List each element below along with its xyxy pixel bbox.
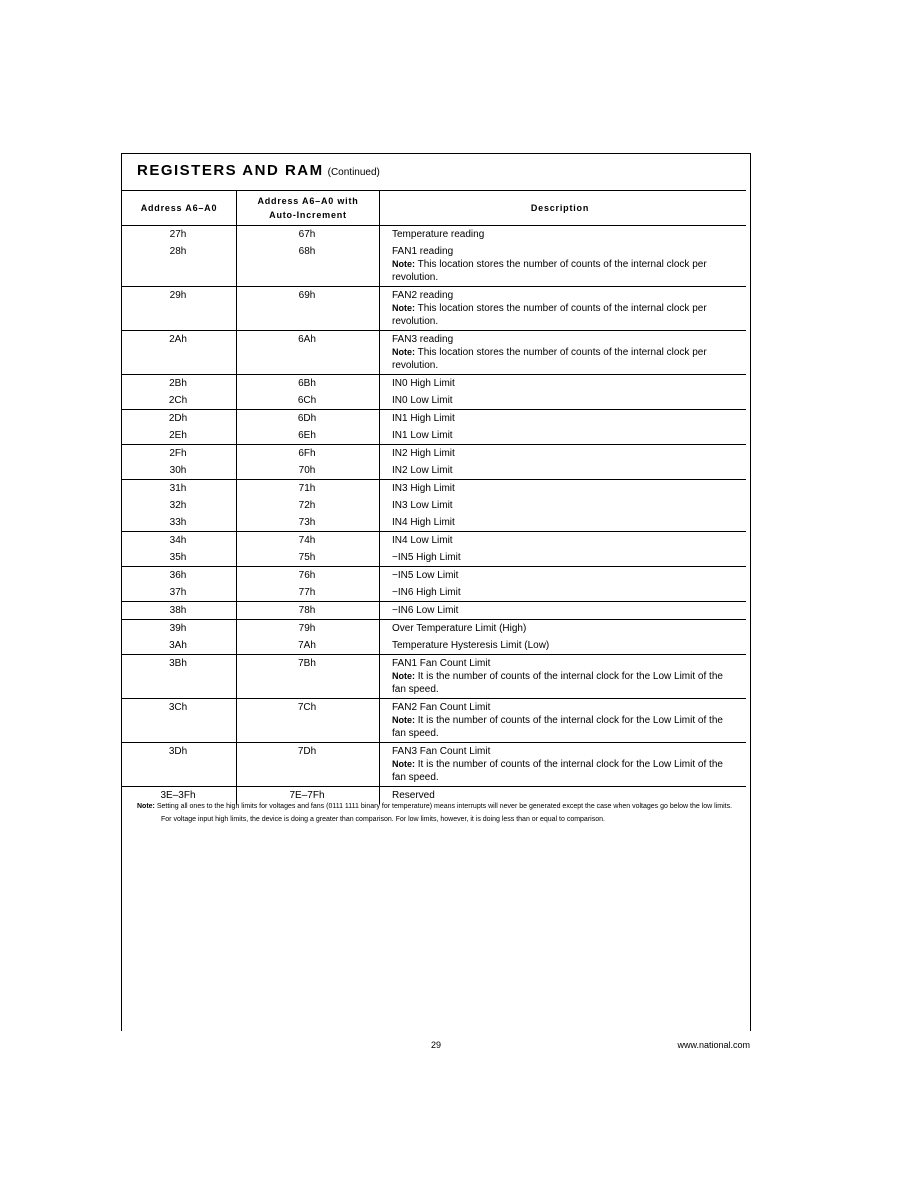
note-line-2: For voltage input high limits, the device is doing a greater than comparison. For low limits, however, it is doing less than or equal to comparison. [161, 816, 605, 823]
address-cell: 34h [122, 532, 237, 550]
description-cell [380, 620, 747, 638]
address-auto-cell: 70h [237, 462, 380, 480]
table-row [122, 445, 746, 463]
address-cell: 3Ch [122, 699, 237, 743]
description-text: FAN3 reading [392, 334, 454, 345]
table-row [122, 584, 746, 602]
address-cell: 3Ah [122, 637, 237, 655]
note-label: Note: [392, 759, 415, 769]
address-auto-cell: 6Dh [237, 410, 380, 428]
address-cell: 2Eh [122, 427, 237, 445]
table-header-row [122, 191, 746, 226]
table-row [122, 410, 746, 428]
description-text: FAN1 Fan Count Limit [392, 658, 491, 669]
description-note [392, 670, 728, 696]
address-cell: 2Ch [122, 392, 237, 410]
description-text: IN1 High Limit [392, 413, 455, 424]
description-text: −IN5 High Limit [392, 552, 461, 563]
description-cell [380, 497, 747, 514]
register-table [122, 190, 746, 804]
description-cell [380, 699, 747, 743]
description-text: Temperature Hysteresis Limit (Low) [392, 640, 550, 651]
note-text: It is the number of counts of the internal clock for the Low Limit of the fan speed. [392, 671, 723, 695]
address-auto-cell: 79h [237, 620, 380, 638]
page-number: 29 [431, 1040, 442, 1050]
note-label: Note: [392, 347, 415, 357]
description-cell [380, 480, 747, 498]
address-cell: 30h [122, 462, 237, 480]
description-cell [380, 331, 747, 375]
description-text: Over Temperature Limit (High) [392, 623, 527, 634]
address-auto-cell: 6Fh [237, 445, 380, 463]
table-row [122, 655, 746, 699]
note-text: It is the number of counts of the internal clock for the Low Limit of the fan speed. [392, 759, 723, 783]
description-note [392, 758, 728, 784]
address-cell: 32h [122, 497, 237, 514]
address-cell: 28h [122, 243, 237, 287]
table-row [122, 620, 746, 638]
address-auto-cell: 6Ah [237, 331, 380, 375]
address-cell: 2Bh [122, 375, 237, 393]
note-line-1 [137, 802, 745, 812]
description-cell [380, 287, 747, 331]
address-auto-cell: 7Ch [237, 699, 380, 743]
table-row [122, 602, 746, 620]
description-note [392, 258, 728, 284]
table-notes [137, 802, 745, 828]
description-text: Reserved [392, 790, 435, 801]
description-cell [380, 532, 747, 550]
note-label: Note: [392, 715, 415, 725]
description-cell [380, 226, 747, 244]
description-text: FAN1 reading [392, 246, 454, 257]
address-cell: 31h [122, 480, 237, 498]
header-address: Address A6–A0 [122, 191, 237, 226]
description-text: IN2 High Limit [392, 448, 455, 459]
address-auto-cell: 71h [237, 480, 380, 498]
address-auto-cell: 7E–7Fh [237, 787, 380, 805]
description-text: FAN3 Fan Count Limit [392, 746, 491, 757]
address-cell: 27h [122, 226, 237, 244]
address-auto-cell: 6Eh [237, 427, 380, 445]
address-cell: 29h [122, 287, 237, 331]
address-cell: 39h [122, 620, 237, 638]
section-title [137, 162, 380, 179]
description-cell [380, 549, 747, 567]
address-cell: 3Bh [122, 655, 237, 699]
address-auto-cell: 78h [237, 602, 380, 620]
address-auto-cell: 67h [237, 226, 380, 244]
note-text: It is the number of counts of the internal clock for the Low Limit of the fan speed. [392, 715, 723, 739]
note-text-1: Setting all ones to the high limits for voltages and fans (0111 1111 binary for temperature) means interrupts will never be generated except the case when voltages go below the low limits. [156, 803, 733, 810]
address-auto-cell: 73h [237, 514, 380, 532]
address-cell: 37h [122, 584, 237, 602]
table-row [122, 392, 746, 410]
note-text: This location stores the number of counts of the internal clock per revolution. [392, 347, 707, 371]
description-cell [380, 375, 747, 393]
note-label: Note: [392, 303, 415, 313]
table-row [122, 743, 746, 787]
note-label: Note: [392, 259, 415, 269]
description-text: IN4 High Limit [392, 517, 455, 528]
address-cell: 33h [122, 514, 237, 532]
header-address-auto-line1: Address A6–A0 with [257, 196, 359, 206]
address-cell: 3Dh [122, 743, 237, 787]
description-text: −IN5 Low Limit [392, 570, 459, 581]
address-cell: 2Ah [122, 331, 237, 375]
footer-website[interactable]: www.national.com [677, 1040, 750, 1050]
description-cell [380, 462, 747, 480]
header-address-auto-line2: Auto-Increment [269, 210, 347, 220]
table-row [122, 637, 746, 655]
description-text: IN1 Low Limit [392, 430, 453, 441]
address-auto-cell: 7Bh [237, 655, 380, 699]
address-auto-cell: 74h [237, 532, 380, 550]
address-auto-cell: 68h [237, 243, 380, 287]
description-note [392, 714, 728, 740]
table-row [122, 567, 746, 585]
address-auto-cell: 69h [237, 287, 380, 331]
header-description: Description [380, 191, 747, 226]
address-cell: 36h [122, 567, 237, 585]
description-note [392, 346, 728, 372]
description-cell [380, 427, 747, 445]
table-row [122, 480, 746, 498]
table-row [122, 462, 746, 480]
note-text: This location stores the number of counts of the internal clock per revolution. [392, 303, 707, 327]
description-cell [380, 602, 747, 620]
table-row [122, 226, 746, 244]
table-row [122, 699, 746, 743]
description-text: −IN6 Low Limit [392, 605, 459, 616]
address-auto-cell: 72h [237, 497, 380, 514]
table-row [122, 532, 746, 550]
header-address-auto [237, 191, 380, 226]
description-cell [380, 514, 747, 532]
address-auto-cell: 75h [237, 549, 380, 567]
address-cell: 35h [122, 549, 237, 567]
description-cell [380, 584, 747, 602]
description-text: IN2 Low Limit [392, 465, 453, 476]
continued-label: (Continued) [327, 167, 380, 178]
address-auto-cell: 7Ah [237, 637, 380, 655]
address-auto-cell: 6Ch [237, 392, 380, 410]
table-row [122, 375, 746, 393]
table-row [122, 497, 746, 514]
description-text: FAN2 reading [392, 290, 454, 301]
address-cell: 3E–3Fh [122, 787, 237, 805]
address-auto-cell: 77h [237, 584, 380, 602]
description-text: FAN2 Fan Count Limit [392, 702, 491, 713]
note-label: Note: [392, 671, 415, 681]
description-text: IN4 Low Limit [392, 535, 453, 546]
description-text: IN3 High Limit [392, 483, 455, 494]
description-text: Temperature reading [392, 229, 485, 240]
address-cell: 38h [122, 602, 237, 620]
description-text: IN0 Low Limit [392, 395, 453, 406]
title-text: REGISTERS AND RAM [137, 162, 324, 179]
description-text: IN3 Low Limit [392, 500, 453, 511]
description-cell [380, 410, 747, 428]
address-cell: 2Dh [122, 410, 237, 428]
note-text: This location stores the number of counts of the internal clock per revolution. [392, 259, 707, 283]
description-cell [380, 243, 747, 287]
table-row [122, 427, 746, 445]
description-text: IN0 High Limit [392, 378, 455, 389]
description-cell [380, 655, 747, 699]
description-note [392, 302, 728, 328]
description-cell [380, 445, 747, 463]
table-row [122, 331, 746, 375]
address-auto-cell: 7Dh [237, 743, 380, 787]
description-cell [380, 637, 747, 655]
table-row [122, 243, 746, 287]
table-row [122, 514, 746, 532]
table-row [122, 549, 746, 567]
address-auto-cell: 76h [237, 567, 380, 585]
description-cell [380, 567, 747, 585]
notes-label: Note: [137, 803, 155, 810]
table-row [122, 287, 746, 331]
address-cell: 2Fh [122, 445, 237, 463]
description-cell [380, 743, 747, 787]
description-cell [380, 392, 747, 410]
description-text: −IN6 High Limit [392, 587, 461, 598]
address-auto-cell: 6Bh [237, 375, 380, 393]
